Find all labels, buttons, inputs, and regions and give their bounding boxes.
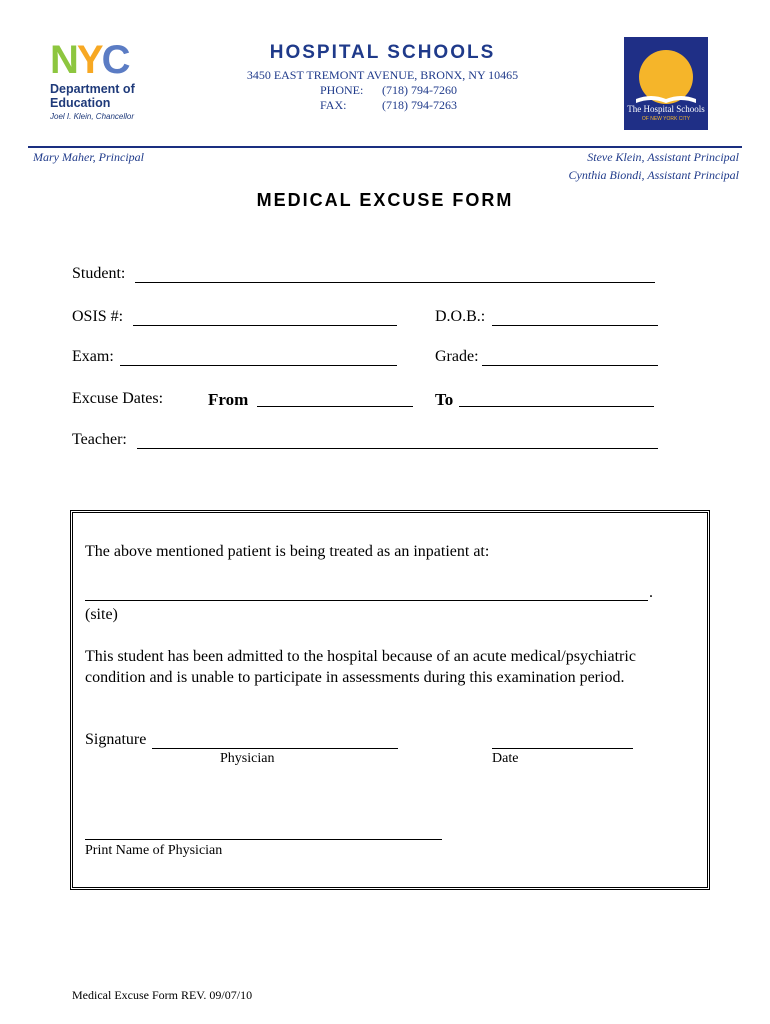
date-field[interactable] — [492, 748, 633, 749]
osis-label: OSIS #: — [72, 308, 124, 325]
physician-label: Physician — [220, 751, 275, 766]
principal: Mary Maher, Principal — [33, 150, 144, 164]
signature-label: Signature — [85, 731, 147, 748]
physician-box — [70, 510, 710, 890]
site-label: (site) — [85, 606, 118, 623]
phone-number: (718) 794-7260 — [382, 83, 457, 97]
teacher-label: Teacher: — [72, 431, 127, 448]
header-divider — [28, 146, 742, 148]
site-period: . — [649, 584, 653, 601]
dob-label: D.O.B.: — [435, 308, 486, 325]
teacher-field[interactable] — [137, 448, 658, 449]
assistant-principal-1: Steve Klein, Assistant Principal — [587, 150, 739, 164]
excuse-dates-label: Excuse Dates: — [72, 390, 164, 407]
date-label: Date — [492, 751, 519, 766]
to-date-field[interactable] — [459, 406, 654, 407]
grade-field[interactable] — [482, 365, 658, 366]
hs-logo-line1: The Hospital Schools — [627, 104, 705, 114]
exam-label: Exam: — [72, 348, 114, 365]
fax-number: (718) 794-7263 — [382, 98, 457, 112]
print-name-field[interactable] — [85, 839, 442, 840]
phone-label: PHONE: — [320, 83, 364, 97]
from-label: From — [208, 390, 249, 409]
signature-field[interactable] — [152, 748, 398, 749]
school-address: 3450 EAST TREMONT AVENUE, BRONX, NY 10465 — [246, 68, 519, 82]
exam-field[interactable] — [120, 365, 397, 366]
hospital-schools-logo — [624, 37, 708, 130]
admitted-line1: This student has been admitted to the hospital because of an acute medical/psychiatric — [85, 648, 636, 665]
student-field[interactable] — [135, 282, 655, 283]
form-title: MEDICAL EXCUSE FORM — [256, 190, 514, 210]
dept-line1: Department of — [50, 82, 135, 96]
dob-field[interactable] — [492, 325, 658, 326]
chancellor: Joel I. Klein, Chancellor — [50, 112, 135, 121]
to-label: To — [435, 390, 454, 409]
admitted-line2: condition and is unable to participate in assessments during this examination period. — [85, 669, 625, 686]
site-field[interactable] — [85, 600, 648, 601]
dept-line2: Education — [50, 96, 111, 110]
student-label: Student: — [72, 265, 126, 282]
nyc-wordmark: NYC — [50, 38, 129, 82]
print-name-label: Print Name of Physician — [85, 843, 223, 858]
assistant-principal-2: Cynthia Biondi, Assistant Principal — [568, 168, 739, 182]
fax-label: FAX: — [320, 98, 347, 112]
inpatient-text: The above mentioned patient is being treated as an inpatient at: — [85, 543, 490, 560]
nyc-doe-logo — [50, 40, 160, 132]
from-date-field[interactable] — [257, 406, 413, 407]
footer-revision: Medical Excuse Form REV. 09/07/10 — [72, 988, 253, 1002]
osis-field[interactable] — [133, 325, 397, 326]
grade-label: Grade: — [435, 348, 479, 365]
hs-logo-line2: OF NEW YORK CITY — [641, 116, 691, 122]
school-title: HOSPITAL SCHOOLS — [269, 42, 496, 63]
